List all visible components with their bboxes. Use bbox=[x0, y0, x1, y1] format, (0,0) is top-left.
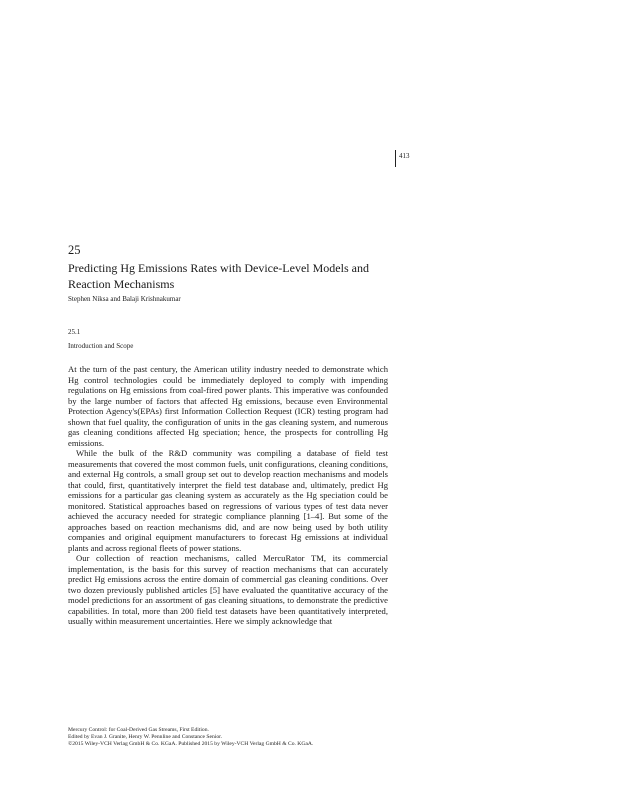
paragraph: While the bulk of the R&D community was compiling a database of field test measurements that covered the most common fuels, unit configurations, cleaning conditions, and external Hg controls, a small group set out to develop reaction mechanisms and models that could, first, quantitatively interpret the field test database and, ultimately, predict Hg emissions for a particular gas cleaning system as accurately as the Hg speciation could be monitored. Statistical approaches based on regressions of various types of test data never achieved the accuracy needed for strategic compliance planning [1–4]. But some of the approaches based on reaction mechanisms did, and are now being used by both utility companies and original equipment manufacturers to forecast Hg emissions at individual plants and across regional fleets of power stations. bbox=[68, 448, 388, 553]
section-number: 25.1 bbox=[68, 328, 81, 336]
page-number-rule bbox=[395, 150, 396, 167]
paragraph: At the turn of the past century, the American utility industry needed to demonstrate which Hg control technologies could be immediately deployed to comply with impending regulations on Hg emissions from coal-fired power plants. This imperative was confounded by the large number of factors that affected Hg emissions, because even Environmental Protection Agency's(EPAs) first Information Collection Request (ICR) testing program had shown that fuel quality, the configuration of units in the gas cleaning system, and numerous gas cleaning conditions affected Hg speciation; hence, the prospects for controlling Hg emissions. bbox=[68, 364, 388, 448]
chapter-title: Predicting Hg Emissions Rates with Device-Level Models and Reaction Mechanisms bbox=[68, 261, 369, 291]
section-title: Introduction and Scope bbox=[68, 342, 134, 350]
chapter-authors: Stephen Niksa and Balaji Krishnakumar bbox=[68, 295, 181, 303]
chapter-number: 25 bbox=[68, 243, 81, 257]
paragraph: Our collection of reaction mechanisms, called MercuRator TM, its commercial implementation, is the basis for this survey of reaction mechanisms that can accurately predict Hg emissions across the entire domain of commercial gas cleaning conditions. Over two dozen previously published articles [5] have evaluated the quantitative accuracy of the model predictions for an assortment of gas cleaning situations, to demonstrate the predictive capabilities. In total, more than 200 field test datasets have been quantitatively interpreted, usually within measurement uncertainties. Here we simply acknowledge that bbox=[68, 553, 388, 626]
footer-book-title: Mercury Control: for Coal-Derived Gas Streams, First Edition. bbox=[68, 727, 209, 733]
copyright-footer bbox=[68, 727, 398, 749]
footer-editors: Edited by Evan J. Granite, Henry W. Pennline and Constance Senior. bbox=[68, 734, 223, 741]
body-text bbox=[68, 364, 388, 627]
footer-copyright: ©2015 Wiley-VCH Verlag GmbH & Co. KGaA. Published 2015 by Wiley-VCH Verlag GmbH & Co. KGaA. bbox=[68, 741, 314, 748]
page-number: 413 bbox=[399, 152, 410, 160]
